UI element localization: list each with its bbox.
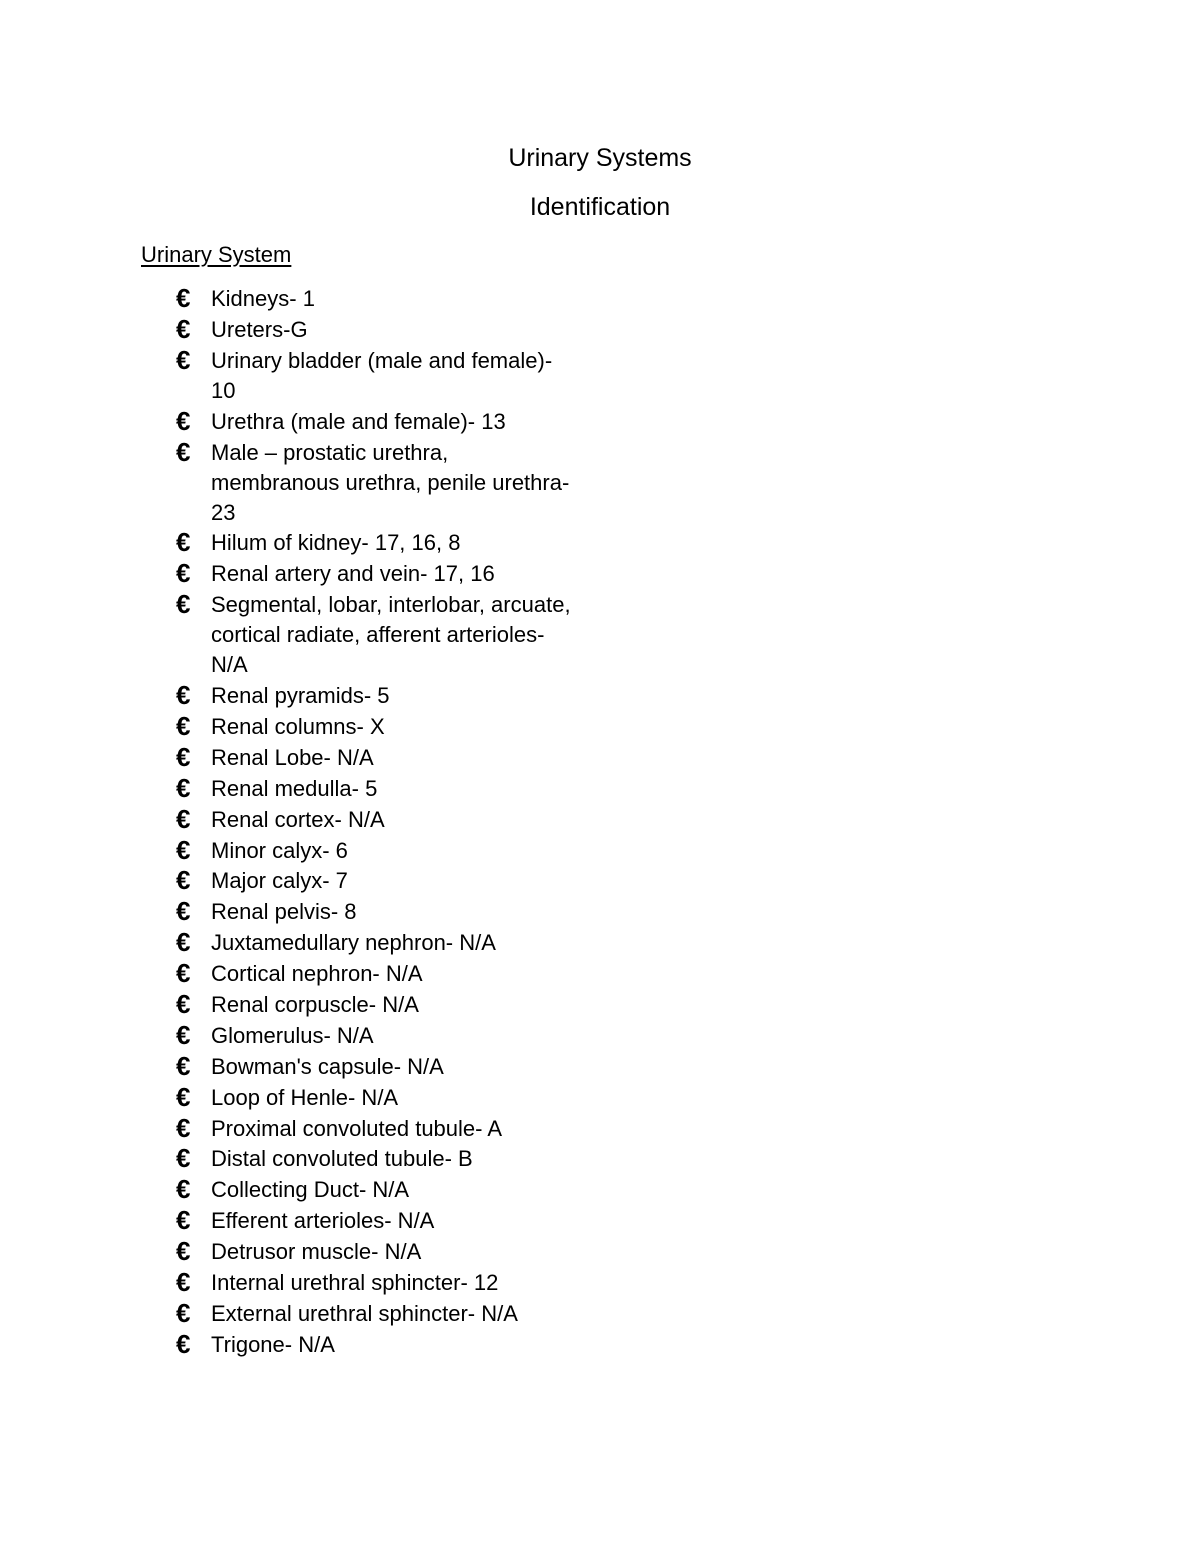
- document-subtitle: Identification: [529, 193, 671, 221]
- list-item-text: Minor calyx- 6: [211, 837, 348, 863]
- euro-bullet-icon: €: [176, 834, 191, 865]
- list-item-text: Renal pyramids- 5: [211, 683, 390, 709]
- euro-bullet-icon: €: [176, 1328, 191, 1359]
- list-item-text: Loop of Henle- N/A: [211, 1084, 399, 1110]
- list-item-text: Renal corpuscle- N/A: [211, 992, 419, 1018]
- list-item-text: Male – prostatic urethra, membranous urethra, penile urethra- 23: [211, 439, 570, 525]
- euro-bullet-icon: €: [176, 989, 191, 1020]
- list-item-text: Glomerulus- N/A: [211, 1022, 374, 1048]
- list-item-text: Urethra (male and female)- 13: [211, 408, 506, 434]
- list-item: [176, 1083, 576, 1113]
- list-item-text: Cortical nephron- N/A: [211, 961, 423, 987]
- list-item-text: Proximal convoluted tubule- A: [211, 1115, 503, 1141]
- list-item-text: Renal columns- X: [211, 714, 385, 740]
- identification-list: [176, 284, 576, 1361]
- list-item: [176, 1052, 576, 1082]
- list-item: [176, 743, 576, 773]
- euro-bullet-icon: €: [176, 1267, 191, 1298]
- list-item: [176, 959, 576, 989]
- list-item: [176, 438, 576, 528]
- list-item: [176, 1237, 576, 1267]
- euro-bullet-icon: €: [176, 711, 191, 742]
- list-item: [176, 836, 576, 866]
- euro-bullet-icon: €: [176, 436, 191, 467]
- euro-bullet-icon: €: [176, 803, 191, 834]
- list-item: [176, 928, 576, 958]
- list-item: [176, 528, 576, 558]
- euro-bullet-icon: €: [176, 283, 191, 313]
- list-item: [176, 866, 576, 896]
- euro-bullet-icon: €: [176, 1143, 191, 1174]
- list-item-text: Distal convoluted tubule- B: [211, 1146, 473, 1172]
- list-item: [176, 1144, 576, 1174]
- document-title: Urinary Systems: [508, 144, 692, 172]
- list-item: [176, 1330, 576, 1360]
- list-item: [176, 805, 576, 835]
- list-item: [176, 1021, 576, 1051]
- list-item-text: Efferent arterioles- N/A: [211, 1208, 435, 1234]
- euro-bullet-icon: €: [176, 896, 191, 927]
- euro-bullet-icon: €: [176, 527, 191, 558]
- euro-bullet-icon: €: [176, 344, 191, 375]
- list-item: [176, 590, 576, 680]
- euro-bullet-icon: €: [176, 313, 191, 344]
- euro-bullet-icon: €: [176, 741, 191, 772]
- list-item: [176, 1114, 576, 1144]
- list-item: [176, 1206, 576, 1236]
- euro-bullet-icon: €: [176, 1050, 191, 1081]
- list-item-text: Internal urethral sphincter- 12: [211, 1270, 499, 1296]
- list-item-text: Hilum of kidney- 17, 16, 8: [211, 530, 461, 556]
- euro-bullet-icon: €: [176, 1019, 191, 1050]
- list-item: [176, 407, 576, 437]
- list-item: [176, 897, 576, 927]
- euro-bullet-icon: €: [176, 1081, 191, 1112]
- list-item-text: Kidneys- 1: [211, 286, 315, 311]
- list-item-text: Detrusor muscle- N/A: [211, 1239, 422, 1265]
- list-item-text: Trigone- N/A: [211, 1331, 335, 1357]
- euro-bullet-icon: €: [176, 405, 191, 436]
- list-item: [176, 1175, 576, 1205]
- euro-bullet-icon: €: [176, 927, 191, 958]
- list-item: [176, 712, 576, 742]
- list-item: [176, 284, 576, 314]
- list-item: [176, 559, 576, 589]
- list-item-text: Major calyx- 7: [211, 868, 348, 894]
- euro-bullet-icon: €: [176, 1174, 191, 1205]
- list-item-text: Bowman's capsule- N/A: [211, 1053, 444, 1079]
- list-item-text: Renal artery and vein- 17, 16: [211, 561, 495, 587]
- euro-bullet-icon: €: [176, 772, 191, 803]
- list-item-text: Renal Lobe- N/A: [211, 744, 374, 770]
- section-heading: Urinary System: [141, 242, 292, 267]
- euro-bullet-icon: €: [176, 1205, 191, 1236]
- list-item-text: External urethral sphincter- N/A: [211, 1300, 518, 1326]
- euro-bullet-icon: €: [176, 589, 191, 620]
- euro-bullet-icon: €: [176, 1297, 191, 1328]
- list-item: [176, 681, 576, 711]
- euro-bullet-icon: €: [176, 865, 191, 896]
- euro-bullet-icon: €: [176, 1112, 191, 1143]
- euro-bullet-icon: €: [176, 958, 191, 989]
- list-item-text: Urinary bladder (male and female)- 10: [211, 347, 553, 403]
- list-item: [176, 990, 576, 1020]
- list-item-text: Renal medulla- 5: [211, 775, 378, 801]
- euro-bullet-icon: €: [176, 558, 191, 589]
- list-item: [176, 774, 576, 804]
- list-item: [176, 315, 576, 345]
- euro-bullet-icon: €: [176, 1236, 191, 1267]
- list-item-text: Juxtamedullary nephron- N/A: [211, 930, 496, 956]
- list-item: [176, 346, 576, 406]
- list-item-text: Renal cortex- N/A: [211, 806, 385, 832]
- euro-bullet-icon: €: [176, 680, 191, 711]
- list-item-text: Renal pelvis- 8: [211, 899, 357, 925]
- list-item: [176, 1268, 576, 1298]
- list-item-text: Segmental, lobar, interlobar, arcuate, cortical radiate, afferent arterioles- N/A: [211, 592, 571, 678]
- list-item: [176, 1299, 576, 1329]
- list-item-text: Ureters-G: [211, 316, 308, 342]
- list-item-text: Collecting Duct- N/A: [211, 1177, 410, 1203]
